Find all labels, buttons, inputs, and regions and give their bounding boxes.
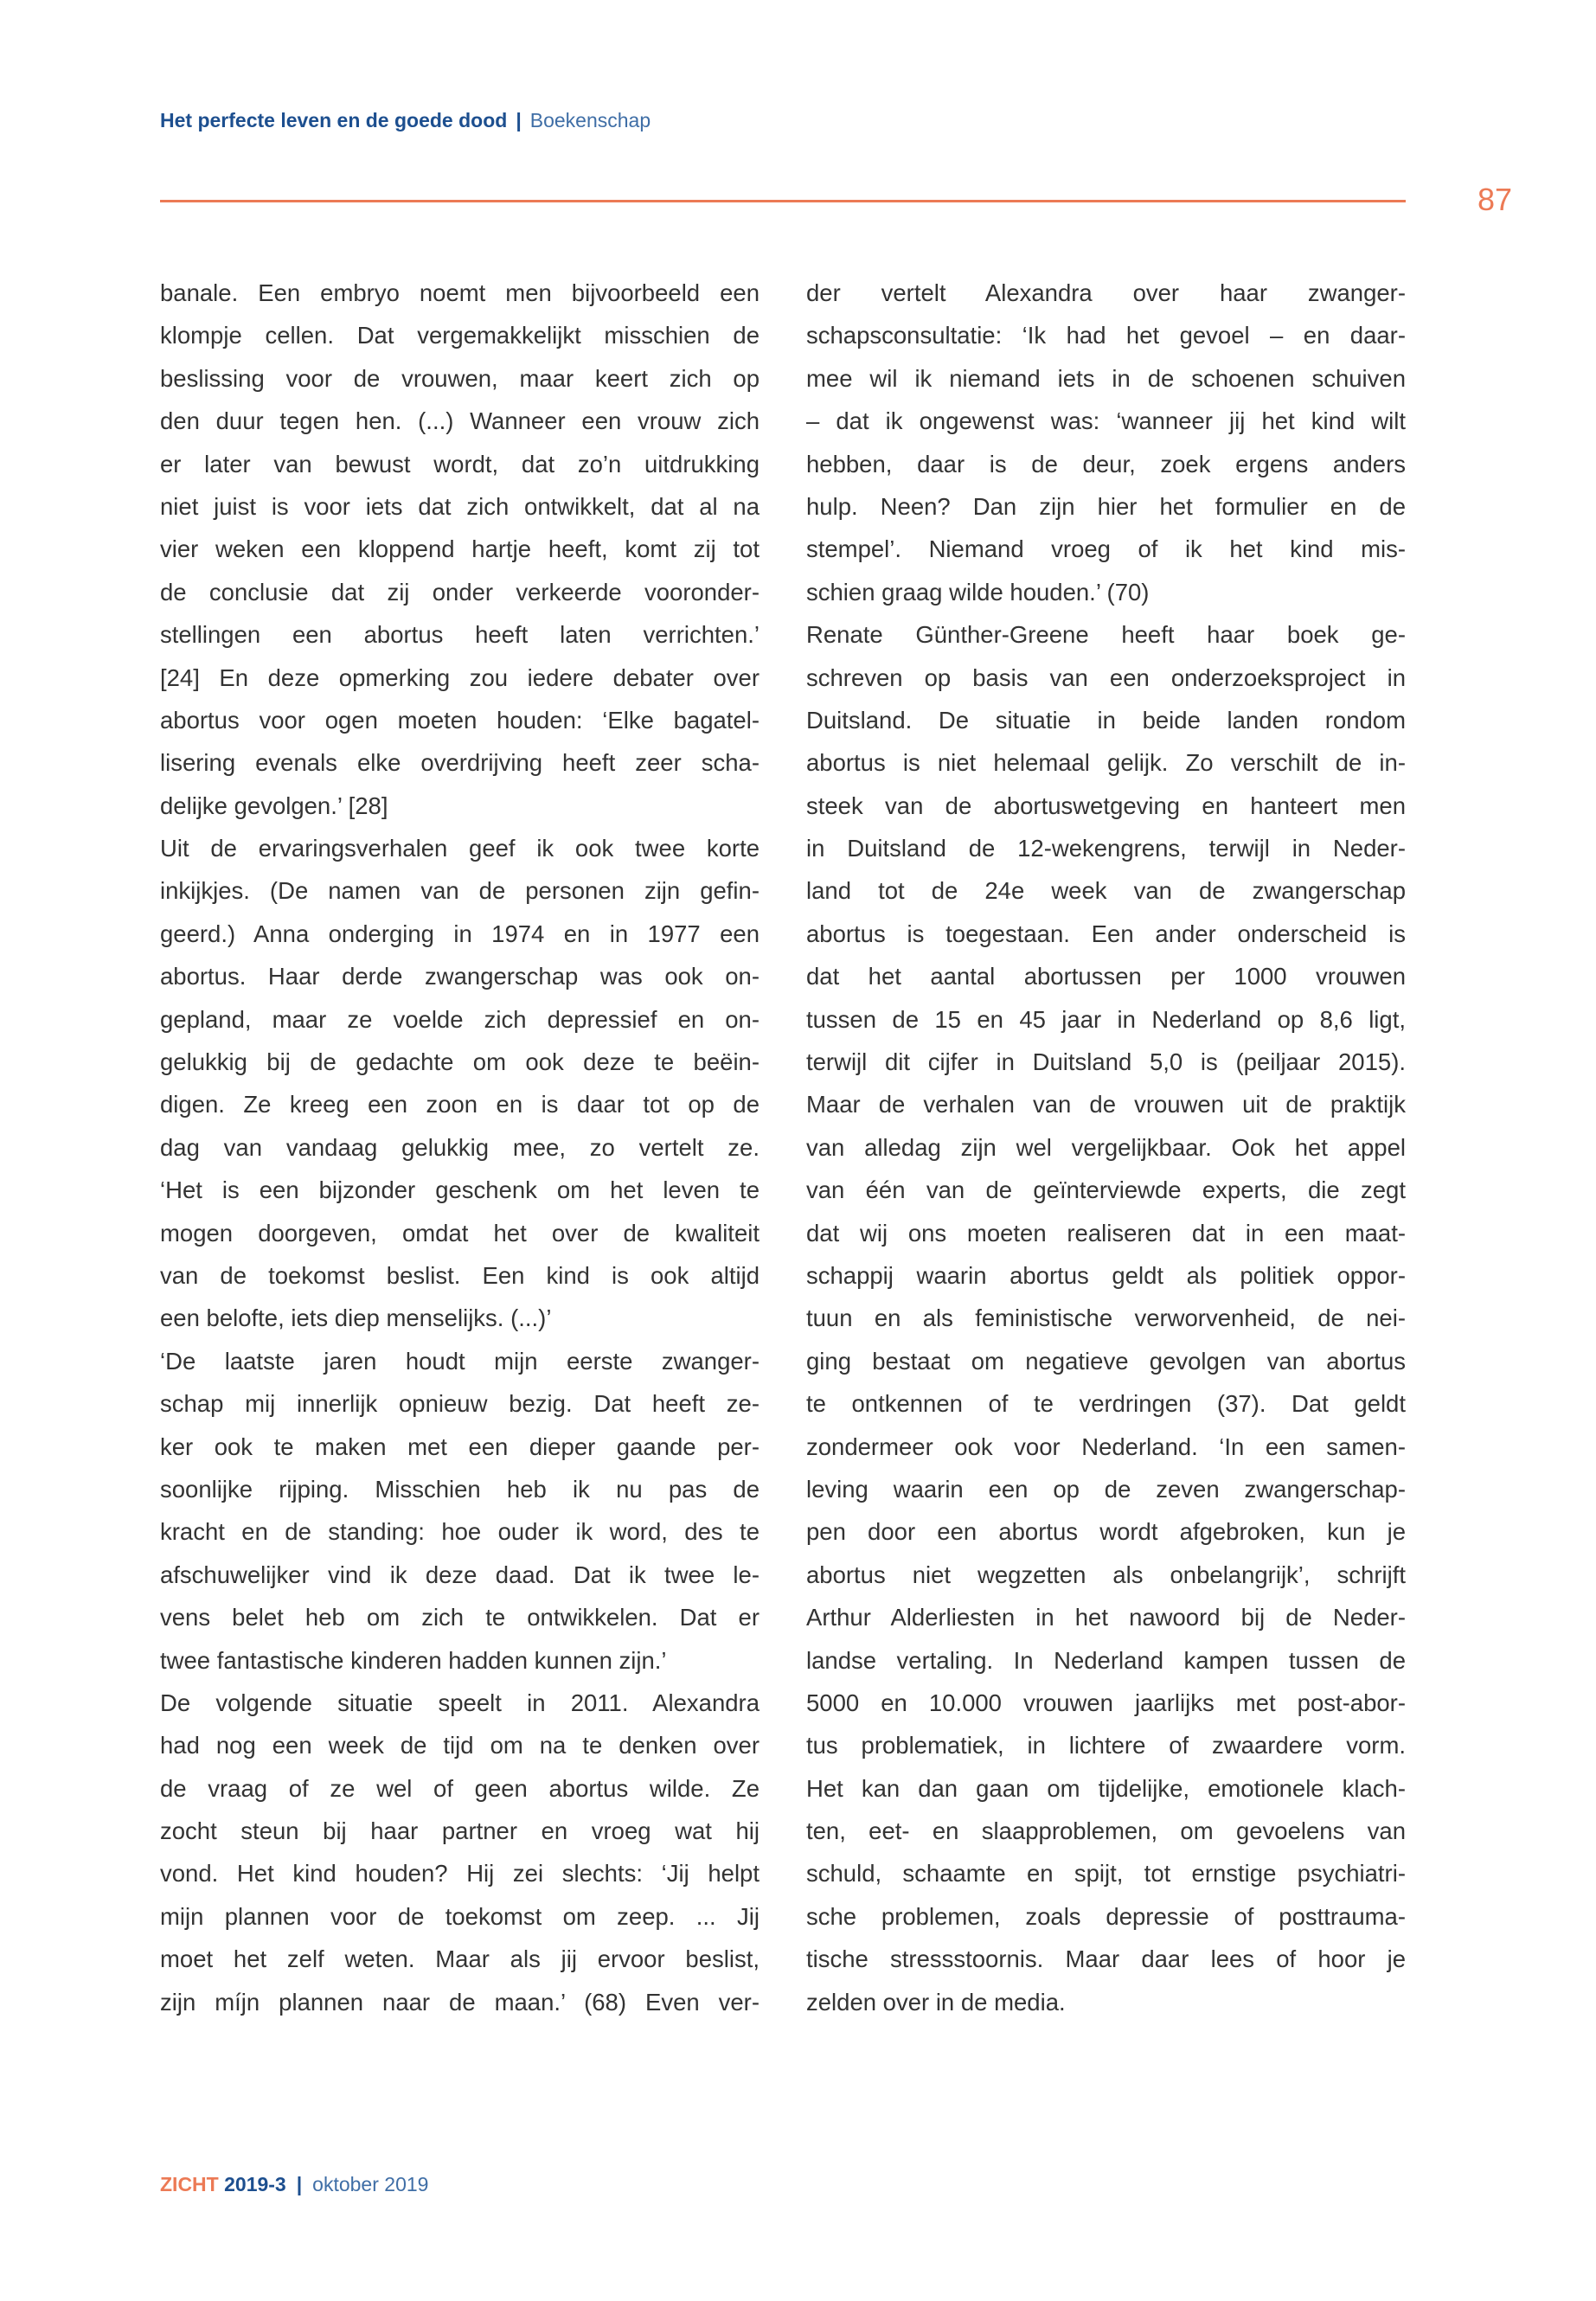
- header-separator: |: [516, 109, 522, 131]
- text-line: digen. Ze kreeg een zoon en is daar tot op de: [160, 1091, 760, 1118]
- text-line: delijke gevolgen.’ [28]: [160, 792, 388, 819]
- text-line: dag van vandaag gelukkig mee, zo vertelt ze.: [160, 1133, 760, 1161]
- text-line: – dat ik ongewenst was: ‘wanneer jij het kind wilt: [806, 407, 1406, 435]
- text-line: Maar de verhalen van de vrouwen uit de praktijk: [806, 1091, 1406, 1118]
- right-column: [806, 272, 1406, 2023]
- text-line: een belofte, iets diep menselijks. (...)’: [160, 1304, 552, 1332]
- text-line: kracht en de standing: hoe ouder ik word, des te: [160, 1518, 760, 1546]
- text-line: abortus is toegestaan. Een ander onderscheid is: [806, 920, 1406, 947]
- text-line: ten, eet- en slaapproblemen, om gevoelens van: [806, 1817, 1406, 1845]
- text-line: klompje cellen. Dat vergemakkelijkt misschien de: [160, 322, 760, 349]
- text-line: [24] En deze opmerking zou iedere debater over: [160, 663, 760, 691]
- text-line: gelukkig bij de gedachte om ook deze te beëin-: [160, 1048, 760, 1076]
- text-line: Het kan dan gaan om tijdelijke, emotionele klach-: [806, 1774, 1406, 1802]
- left-column: [160, 272, 760, 2023]
- text-line: vond. Het kind houden? Hij zei slechts: ‘Jij helpt: [160, 1860, 760, 1888]
- text-line: ‘De laatste jaren houdt mijn eerste zwanger-: [160, 1347, 760, 1375]
- text-line: stellingen een abortus heeft laten verrichten.’: [160, 621, 760, 649]
- text-line: tische stressstoornis. Maar daar lees of hoor je: [806, 1945, 1406, 1973]
- text-line: sche problemen, zoals depressie of posttrauma-: [806, 1902, 1406, 1930]
- text-line: dat het aantal abortussen per 1000 vrouwen: [806, 963, 1406, 990]
- text-line: ‘Het is een bijzonder geschenk om het leven te: [160, 1176, 760, 1204]
- text-line: afschuwelijker vind ik deze daad. Dat ik twee le-: [160, 1561, 760, 1588]
- text-line: mogen doorgeven, omdat het over de kwaliteit: [160, 1219, 760, 1247]
- text-line: schuld, schaamte en spijt, tot ernstige psychiatri-: [806, 1860, 1406, 1888]
- text-line: stempel’. Niemand vroeg of ik het kind mis-: [806, 535, 1406, 563]
- text-line: hebben, daar is de deur, zoek ergens anders: [806, 450, 1406, 478]
- text-line: twee fantastische kinderen hadden kunnen zijn.’: [160, 1646, 667, 1674]
- text-line: banale. Een embryo noemt men bijvoorbeeld een: [160, 279, 760, 306]
- text-line: abortus voor ogen moeten houden: ‘Elke bagatel-: [160, 706, 760, 734]
- text-line: landse vertaling. In Nederland kampen tussen de: [806, 1646, 1406, 1674]
- text-line: had nog een week de tijd om na te denken over: [160, 1732, 760, 1759]
- text-line: Uit de ervaringsverhalen geef ik ook twee korte: [160, 835, 760, 862]
- text-line: van één van de geïnterviewde experts, die zegt: [806, 1176, 1406, 1204]
- footer: [160, 2173, 428, 2196]
- text-line: ker ook te maken met een dieper gaande per-: [160, 1433, 760, 1460]
- magazine-name: ZICHT: [160, 2173, 219, 2195]
- text-line: vier weken een kloppend hartje heeft, komt zij tot: [160, 535, 760, 563]
- issue-number: 2019-3: [224, 2173, 286, 2195]
- text-line: schien graag wilde houden.’ (70): [806, 578, 1150, 606]
- text-line: terwijl dit cijfer in Duitsland 5,0 is (peiljaar 2015).: [806, 1048, 1406, 1076]
- text-line: vens belet heb om zich te ontwikkelen. Dat er: [160, 1604, 760, 1631]
- text-line: zelden over in de media.: [806, 1988, 1066, 2016]
- section-name: Boekenschap: [529, 109, 651, 131]
- article-title: Het perfecte leven en de goede dood: [160, 109, 508, 131]
- text-line: De volgende situatie speelt in 2011. Alexandra: [160, 1689, 760, 1716]
- running-header: [160, 109, 651, 132]
- page-number: 87: [1477, 182, 1513, 217]
- text-line: 5000 en 10.000 vrouwen jaarlijks met post-abor-: [806, 1689, 1406, 1716]
- text-line: dat wij ons moeten realiseren dat in een maat-: [806, 1219, 1406, 1247]
- text-line: Duitsland. De situatie in beide landen rondom: [806, 706, 1406, 734]
- text-line: land tot de 24e week van de zwangerschap: [806, 877, 1406, 905]
- text-line: inkijkjes. (De namen van de personen zijn gefin-: [160, 877, 760, 905]
- text-line: mee wil ik niemand iets in de schoenen schuiven: [806, 364, 1406, 392]
- text-line: schap mij innerlijk opnieuw bezig. Dat heeft ze-: [160, 1390, 760, 1418]
- text-line: ging bestaat om negatieve gevolgen van abortus: [806, 1347, 1406, 1375]
- text-line: van de toekomst beslist. Een kind is ook altijd: [160, 1261, 760, 1289]
- text-line: te ontkennen of te verdringen (37). Dat geldt: [806, 1390, 1406, 1418]
- text-line: schapsconsultatie: ‘Ik had het gevoel – en daar-: [806, 322, 1406, 349]
- text-line: de vraag of ze wel of geen abortus wilde. Ze: [160, 1774, 760, 1802]
- text-line: tus problematiek, in lichtere of zwaardere vorm.: [806, 1732, 1406, 1759]
- text-line: zocht steun bij haar partner en vroeg wat hij: [160, 1817, 760, 1845]
- text-line: abortus. Haar derde zwangerschap was ook on-: [160, 963, 760, 990]
- text-line: Arthur Alderliesten in het nawoord bij de Neder-: [806, 1604, 1406, 1631]
- text-line: schreven op basis van een onderzoeksproject in: [806, 663, 1406, 691]
- text-line: gepland, maar ze voelde zich depressief en on-: [160, 1005, 760, 1033]
- header-rule: [160, 200, 1406, 202]
- text-line: der vertelt Alexandra over haar zwanger-: [806, 279, 1406, 306]
- text-line: zijn míjn plannen naar de maan.’ (68) Even ver-: [160, 1988, 760, 2016]
- text-line: hulp. Neen? Dan zijn hier het formulier en de: [806, 492, 1406, 520]
- text-line: moet het zelf weten. Maar als jij ervoor beslist,: [160, 1945, 760, 1973]
- issue-date: oktober 2019: [312, 2173, 429, 2195]
- text-line: tussen de 15 en 45 jaar in Nederland op 8,6 ligt,: [806, 1005, 1406, 1033]
- text-line: van alledag zijn wel vergelijkbaar. Ook het appel: [806, 1133, 1406, 1161]
- text-line: er later van bewust wordt, dat zo’n uitdrukking: [160, 450, 760, 478]
- text-line: beslissing voor de vrouwen, maar keert zich op: [160, 364, 760, 392]
- text-line: de conclusie dat zij onder verkeerde vooronder-: [160, 578, 760, 606]
- text-line: in Duitsland de 12-wekengrens, terwijl in Neder-: [806, 835, 1406, 862]
- text-line: leving waarin een op de zeven zwangerschap-: [806, 1475, 1406, 1503]
- text-line: mijn plannen voor de toekomst om zeep. ... Jij: [160, 1902, 760, 1930]
- text-line: zondermeer ook voor Nederland. ‘In een samen-: [806, 1433, 1406, 1460]
- text-line: abortus niet wegzetten als onbelangrijk’, schrijft: [806, 1561, 1406, 1588]
- text-line: pen door een abortus wordt afgebroken, kun je: [806, 1518, 1406, 1546]
- text-line: schappij waarin abortus geldt als politiek oppor-: [806, 1261, 1406, 1289]
- text-line: lisering evenals elke overdrijving heeft zeer scha-: [160, 749, 760, 777]
- text-line: steek van de abortuswetgeving en hanteert men: [806, 792, 1406, 819]
- text-line: tuun en als feministische verworvenheid, de nei-: [806, 1304, 1406, 1332]
- text-line: abortus is niet helemaal gelijk. Zo verschilt de in-: [806, 749, 1406, 777]
- text-line: geerd.) Anna onderging in 1974 en in 1977 een: [160, 920, 760, 947]
- text-line: Renate Günther-Greene heeft haar boek ge-: [806, 621, 1406, 649]
- text-line: niet juist is voor iets dat zich ontwikkelt, dat al na: [160, 492, 760, 520]
- text-line: den duur tegen hen. (...) Wanneer een vrouw zich: [160, 407, 760, 435]
- footer-separator: |: [296, 2173, 303, 2195]
- text-line: soonlijke rijping. Misschien heb ik nu pas de: [160, 1475, 760, 1503]
